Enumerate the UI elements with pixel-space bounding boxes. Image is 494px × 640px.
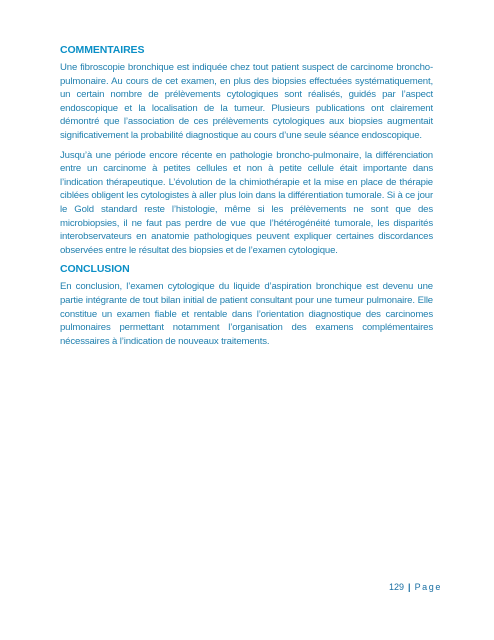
- page-number: 129: [389, 582, 405, 592]
- footer-divider: [60, 578, 442, 579]
- page-content: [60, 44, 433, 354]
- commentaires-paragraph-1: Une fibroscopie bronchique est indiquée chez tout patient suspect de carcinome broncho-pulmonaire. Au cours de cet examen, en plus des biopsies effectuées systématiquement, un certain nombre de prélèvements cytologiques sont réalisés, guidés par l’aspect endoscopique et la localisation de la tumeur. Plusieurs publications ont clairement démontré que l’association de ces prélèvements cytologiques aux biopsies augmentait significativement la probabilité diagnostique au cours d’une seule séance endoscopique.: [60, 62, 433, 141]
- commentaires-heading: COMMENTAIRES: [60, 44, 145, 56]
- commentaires-paragraph-2: Jusqu’à une période encore récente en pathologie broncho-pulmonaire, la différenciation entre un carcinome à petites cellules et non à petite cellule était importante dans l’indication thérapeutique. L’évolution de la chimiothérapie et la mise en place de thérapie ciblées obligent les cytologistes à aller plus loin dans la différentiation tumorale. Si à ce jour le Gold standard reste l’histologie, même si les prélèvements ne sont que des microbiopsies, il ne faut pas perdre de vue que l’hétérogénéité tumorale, les disparités interobservateurs en anatomie pathologiques peuvent expliquer certaines discordances observées entre le résultat des biopsies et de l’examen cytologique.: [60, 149, 433, 256]
- footer-separator: |: [408, 582, 411, 592]
- conclusion-heading: CONCLUSION: [60, 263, 130, 276]
- page-footer: [389, 582, 442, 592]
- page-label: Page: [414, 582, 442, 592]
- conclusion-paragraph: En conclusion, l’examen cytologique du liquide d’aspiration bronchique est devenu une partie intégrante de tout bilan initial de patient consultant pour une tumeur pulmonaire. Elle constitue un examen fiable et rentable dans l’orientation diagnostique des carcinomes pulmonaires permettant notamment l’organisation des examens complémentaires nécessaires à l’indication de nouveaux traitements.: [60, 281, 433, 347]
